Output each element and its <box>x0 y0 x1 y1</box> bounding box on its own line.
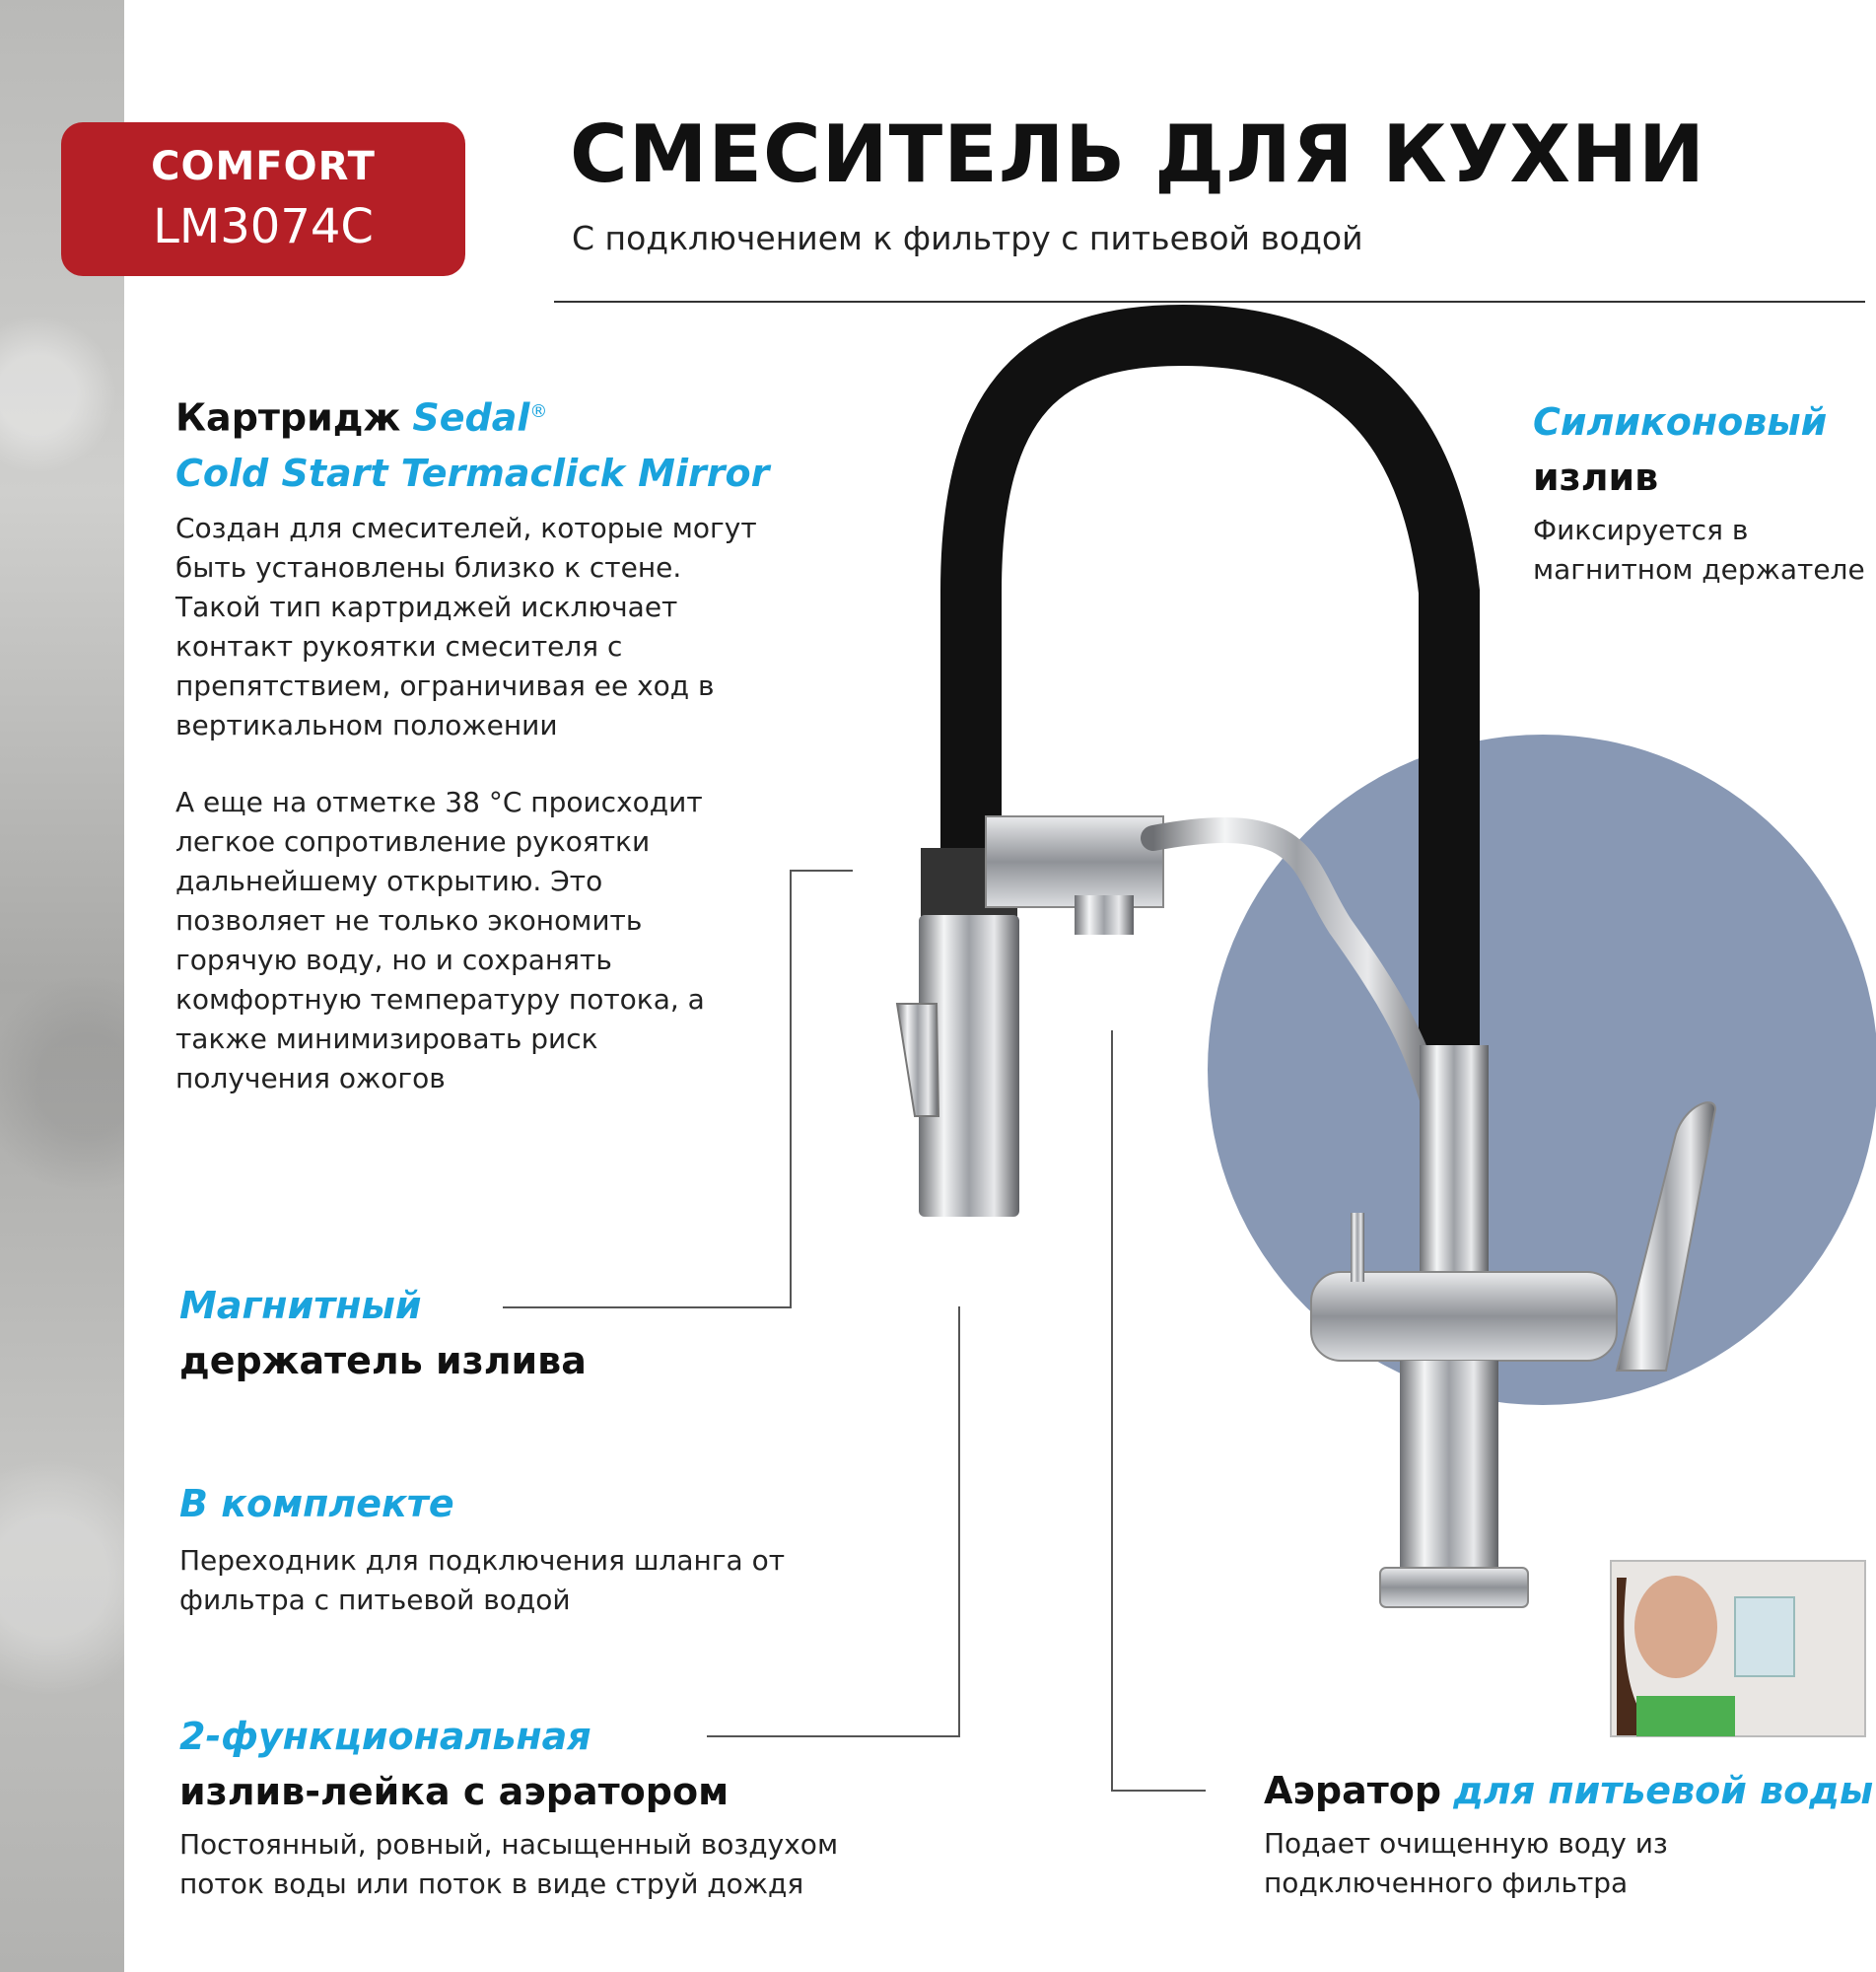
aerator-highlight: для питьевой воды <box>1453 1769 1874 1812</box>
twofunc-desc <box>179 1825 838 1904</box>
magnetic-block <box>179 1278 587 1388</box>
kit-heading: В комплекте <box>179 1482 454 1525</box>
leader-aerator-v <box>1111 1030 1113 1792</box>
cartridge-brand: Sedal <box>412 395 530 440</box>
leader-aerator-h <box>1111 1790 1206 1792</box>
leader-magnetic-top <box>790 870 853 872</box>
cartridge-para1 <box>175 509 767 745</box>
badge-model: LM3074C <box>153 199 374 254</box>
cartridge-para2 <box>175 783 767 1098</box>
silicone-desc-line: Фиксируется в <box>1533 514 1749 546</box>
twofunc-subheading: излив-лейка с аэратором <box>179 1770 730 1813</box>
cartridge-para1-line: вертикальном положении <box>175 708 558 741</box>
base-plate <box>1380 1568 1528 1607</box>
magnetic-subheading: держатель излива <box>179 1339 587 1382</box>
badge-series: COMFORT <box>151 144 376 189</box>
cartridge-para2-line: также минимизировать риск <box>175 1021 598 1055</box>
cartridge-heading <box>175 385 767 446</box>
leader-twofunc-v <box>958 1306 960 1737</box>
cartridge-para2-line: дальнейшему открытию. Это <box>175 864 603 897</box>
cartridge-para2-line: получения ожогов <box>175 1061 446 1094</box>
twofunc-heading: 2-функциональная <box>179 1715 591 1758</box>
holder-stem <box>1075 895 1134 935</box>
silicone-desc-line: магнитном держателе <box>1533 553 1865 586</box>
silicone-heading: Силиконовый <box>1533 400 1828 444</box>
kit-desc-line: фильтра с питьевой водой <box>179 1584 571 1616</box>
cartridge-para2-line: легкое сопротивление рукоятки <box>175 824 651 858</box>
page-subtitle: С подключением к фильтру с питьевой водой <box>572 219 1363 257</box>
aerator-desc-line: Подает очищенную воду из <box>1264 1827 1668 1860</box>
twofunc-block <box>179 1709 838 1904</box>
silicone-subheading: излив <box>1533 456 1659 499</box>
cartridge-para1-line: Создан для смесителей, которые могут <box>175 511 757 544</box>
kit-desc-line: Переходник для подключения шланга от <box>179 1544 786 1577</box>
cartridge-model-line: Cold Start Termaclick Mirror <box>175 451 770 495</box>
kit-block <box>179 1476 785 1620</box>
aerator-desc-line: подключенного фильтра <box>1264 1866 1629 1899</box>
cartridge-para1-line: Такой тип картриджей исключает <box>175 590 678 623</box>
filter-lever <box>1351 1213 1364 1282</box>
kit-desc <box>179 1541 785 1620</box>
cartridge-para1-line: быть установлены близко к стене. <box>175 550 682 584</box>
silicone-desc <box>1533 511 1868 590</box>
aerator-heading <box>1264 1763 1873 1818</box>
cartridge-para1-line: контакт рукоятки смесителя с <box>175 629 623 663</box>
page-title: СМЕСИТЕЛЬ ДЛЯ КУХНИ <box>570 108 1705 200</box>
body-base <box>1400 1361 1498 1578</box>
magnetic-holder <box>986 816 1163 907</box>
cartridge-para2-line: горячую воду, но и сохранять <box>175 943 612 976</box>
leader-magnetic-v <box>790 870 792 1308</box>
aerator-desc <box>1264 1824 1873 1903</box>
spray-button <box>897 1004 938 1116</box>
cartridge-para2-line: комфортную температуру потока, а <box>175 982 705 1016</box>
registered-mark: ® <box>529 401 548 422</box>
twofunc-desc-line: Постоянный, ровный, насыщенный воздухом <box>179 1828 839 1861</box>
magnetic-heading: Магнитный <box>179 1284 422 1327</box>
cartridge-block <box>175 385 770 1098</box>
aerator-prefix: Аэратор <box>1264 1769 1442 1812</box>
body-cross <box>1311 1272 1617 1361</box>
silicone-block <box>1533 394 1868 590</box>
twofunc-desc-line: поток воды или поток в виде струй дождя <box>179 1867 804 1900</box>
body-upper <box>1420 1045 1489 1282</box>
aerator-block <box>1264 1763 1873 1903</box>
cartridge-prefix: Картридж <box>175 395 401 440</box>
cartridge-para1-line: препятствием, ограничивая ее ход в <box>175 669 715 702</box>
cartridge-para2-line: позволяет не только экономить <box>175 903 643 937</box>
cartridge-para2-line: А еще на отметке 38 °С происходит <box>175 785 703 818</box>
